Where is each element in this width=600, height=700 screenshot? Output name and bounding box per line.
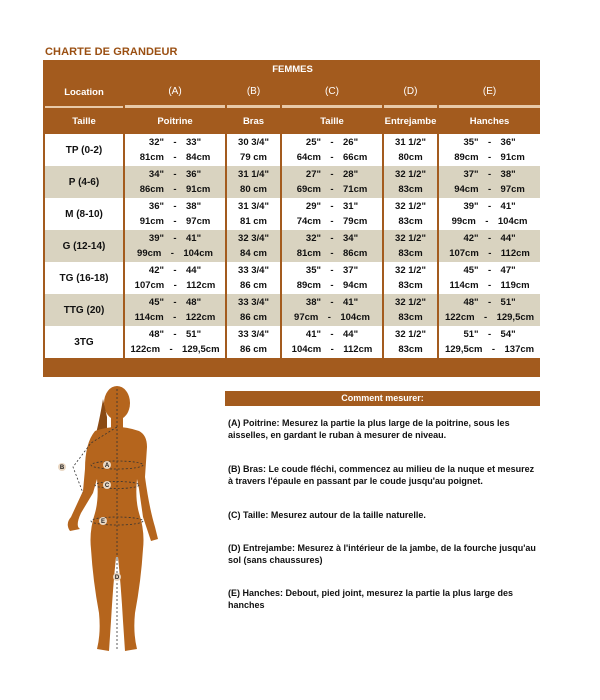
poitrine-cell — [125, 294, 225, 326]
howto-header: Comment mesurer: — [225, 391, 540, 406]
range-dash: - — [330, 280, 334, 291]
size-cell: M (8-10) — [45, 198, 123, 230]
range-dash: - — [487, 184, 492, 195]
value-high: 41" — [500, 201, 516, 212]
entrejambe-cell — [384, 294, 437, 326]
poitrine-cell — [125, 262, 225, 294]
size-label: Taille — [45, 106, 123, 134]
range-dash: - — [169, 344, 173, 355]
value-high: 54" — [500, 329, 516, 340]
value-low: 41" — [305, 329, 321, 340]
taille-cell — [282, 262, 382, 294]
value: 31 1/4" — [238, 169, 269, 180]
value-low: 99cm — [137, 248, 162, 259]
marker-c: C — [104, 483, 110, 489]
table-footer-bar — [45, 358, 540, 364]
hanches-cell — [439, 294, 540, 326]
value-high: 94cm — [343, 280, 368, 291]
value-high: 119cm — [500, 280, 530, 291]
value-low: 122cm — [444, 312, 475, 323]
bras-cell — [227, 166, 280, 198]
size-cell: 3TG — [45, 326, 123, 358]
value-high: 79cm — [343, 216, 368, 227]
value-low: 32" — [148, 137, 164, 148]
value: 32 3/4" — [238, 233, 269, 244]
value-low: 48" — [463, 297, 479, 308]
instruction-hanches: (E) Hanches: Debout, pied joint, mesurez la partie la plus large des hanches — [228, 588, 514, 610]
range-dash: - — [173, 169, 177, 180]
value-low: 45" — [148, 297, 164, 308]
range-dash: - — [488, 248, 492, 259]
bras-cell — [227, 262, 280, 294]
range-dash: - — [330, 169, 334, 180]
value-low: 97cm — [294, 312, 319, 323]
value-high: 31" — [343, 201, 359, 212]
value-high: 41" — [343, 297, 359, 308]
value-high: 71cm — [343, 184, 368, 195]
col-poitrine: Poitrine — [125, 106, 225, 134]
value: 80 cm — [240, 184, 267, 195]
bras-cell — [227, 230, 280, 262]
value-high: 51" — [500, 297, 516, 308]
value: 32 1/2" — [395, 233, 426, 244]
entrejambe-cell — [384, 134, 437, 166]
value-high: 129,5cm — [496, 312, 535, 323]
value-high: 48" — [186, 297, 202, 308]
letter-a: (A) — [125, 78, 225, 106]
size-table — [43, 60, 542, 364]
value-low: 25" — [305, 137, 321, 148]
range-dash: - — [330, 248, 334, 259]
poitrine-cell — [125, 198, 225, 230]
value-low: 37" — [463, 169, 479, 180]
value-high: 66cm — [343, 152, 368, 163]
letter-e: (E) — [439, 78, 540, 106]
table-row — [45, 230, 540, 262]
range-dash: - — [487, 152, 492, 163]
value-low: 69cm — [296, 184, 321, 195]
size-cell: TTG (20) — [45, 294, 123, 326]
value-high: 91cm — [500, 152, 525, 163]
value-low: 45" — [463, 265, 479, 276]
value-high: 36" — [186, 169, 202, 180]
range-dash: - — [173, 184, 177, 195]
table-row — [45, 166, 540, 198]
marker-d: D — [114, 575, 120, 581]
range-dash: - — [330, 184, 334, 195]
value-low: 114cm — [134, 312, 164, 323]
value-low: 81cm — [296, 248, 321, 259]
entrejambe-cell — [384, 230, 437, 262]
value-high: 137cm — [504, 344, 535, 355]
size-cell: TG (16-18) — [45, 262, 123, 294]
value: 33 3/4" — [238, 329, 269, 340]
value: 86 cm — [240, 312, 267, 323]
value-low: 35" — [463, 137, 479, 148]
poitrine-cell — [125, 166, 225, 198]
value: 31 3/4" — [238, 201, 269, 212]
table-row — [45, 326, 540, 358]
table-row — [45, 294, 540, 326]
bras-cell — [227, 326, 280, 358]
location-label: Location — [64, 86, 104, 98]
poitrine-cell — [125, 230, 225, 262]
value-high: 91cm — [186, 184, 211, 195]
value-high: 38" — [186, 201, 202, 212]
value-low: 51" — [463, 329, 479, 340]
value-high: 129,5cm — [182, 344, 220, 355]
bras-cell — [227, 134, 280, 166]
range-dash: - — [330, 344, 334, 355]
value-high: 122cm — [185, 312, 216, 323]
value-low: 99cm — [451, 216, 476, 227]
hanches-cell — [439, 326, 540, 358]
value-high: 112cm — [500, 248, 530, 259]
range-dash: - — [173, 233, 177, 244]
range-dash: - — [330, 297, 334, 308]
value-low: 34" — [148, 169, 164, 180]
range-dash: - — [173, 329, 177, 340]
value-low: 42" — [148, 265, 164, 276]
letter-b: (B) — [227, 78, 280, 106]
value: 30 3/4" — [238, 137, 269, 148]
instruction-poitrine: (A) Poitrine: Mesurez la partie la plus large de la poitrine, sous les aisselles, en gardant le ruban à mesurer de niveau. — [228, 418, 510, 440]
range-dash: - — [173, 201, 177, 212]
hanches-cell — [439, 134, 540, 166]
value-high: 112cm — [186, 280, 216, 291]
range-dash: - — [173, 280, 177, 291]
range-dash: - — [487, 137, 492, 148]
value-high: 37" — [343, 265, 359, 276]
value-low: 36" — [148, 201, 164, 212]
taille-cell — [282, 166, 382, 198]
marker-b: B — [59, 465, 65, 471]
hanches-cell — [439, 166, 540, 198]
value-low: 81cm — [139, 152, 164, 163]
entrejambe-cell — [384, 166, 437, 198]
chart-title: CHARTE DE GRANDEUR — [45, 46, 178, 58]
value-low: 32" — [305, 233, 321, 244]
range-dash: - — [330, 216, 334, 227]
value: 83cm — [398, 312, 423, 323]
value: 83cm — [398, 184, 423, 195]
entrejambe-cell — [384, 262, 437, 294]
hanches-cell — [439, 198, 540, 230]
value: 83cm — [398, 280, 423, 291]
value-high: 104cm — [497, 216, 528, 227]
col-entrejambe: Entrejambe — [384, 106, 437, 134]
instruction-bras: (B) Bras: Le coude fléchi, commencez au milieu de la nuque et mesurez à travers l'épaule en passant par le coude jusqu'au poignet. — [228, 464, 535, 486]
value: 32 1/2" — [395, 169, 426, 180]
range-dash: - — [485, 216, 489, 227]
value-high: 36" — [500, 137, 516, 148]
value-low: 91cm — [139, 216, 164, 227]
value-low: 74cm — [296, 216, 321, 227]
instruction-taille: (C) Taille: Mesurez autour de la taille naturelle. — [228, 510, 426, 520]
bras-cell — [227, 198, 280, 230]
range-dash: - — [170, 248, 174, 259]
value-high: 44" — [186, 265, 202, 276]
range-dash: - — [173, 216, 177, 227]
col-taille: Taille — [282, 106, 382, 134]
value: 81 cm — [240, 216, 267, 227]
value: 79 cm — [240, 152, 267, 163]
value-low: 104cm — [291, 344, 322, 355]
value-low: 114cm — [449, 280, 479, 291]
range-dash: - — [173, 312, 177, 323]
range-dash: - — [487, 265, 492, 276]
taille-cell — [282, 198, 382, 230]
value-low: 129,5cm — [444, 344, 483, 355]
value-low: 27" — [305, 169, 321, 180]
range-dash: - — [487, 169, 492, 180]
range-dash: - — [173, 265, 177, 276]
value-high: 86cm — [343, 248, 368, 259]
value-high: 44" — [343, 329, 359, 340]
marker-a: A — [104, 463, 110, 469]
range-dash: - — [330, 329, 334, 340]
value-high: 104cm — [340, 312, 370, 323]
value: 32 1/2" — [395, 201, 426, 212]
col-bras: Bras — [227, 106, 280, 134]
taille-cell — [282, 326, 382, 358]
range-dash: - — [487, 280, 492, 291]
value-high: 112cm — [343, 344, 373, 355]
range-dash: - — [483, 312, 488, 323]
value: 86 cm — [240, 344, 267, 355]
value-high: 28" — [343, 169, 359, 180]
value-low: 64cm — [296, 152, 321, 163]
value: 32 1/2" — [395, 329, 426, 340]
taille-cell — [282, 230, 382, 262]
value-high: 51" — [186, 329, 202, 340]
range-dash: - — [173, 297, 177, 308]
value: 31 1/2" — [395, 137, 426, 148]
size-cell: P (4-6) — [45, 166, 123, 198]
range-dash: - — [487, 201, 492, 212]
col-hanches: Hanches — [439, 106, 540, 134]
bras-cell — [227, 294, 280, 326]
value-high: 34" — [343, 233, 359, 244]
value: 83cm — [398, 344, 423, 355]
hanches-cell — [439, 230, 540, 262]
value-low: 86cm — [139, 184, 164, 195]
value-high: 41" — [186, 233, 202, 244]
value-low: 89cm — [296, 280, 321, 291]
value: 83cm — [398, 216, 423, 227]
value-high: 97cm — [500, 184, 525, 195]
table-row — [45, 134, 540, 166]
letter-d: (D) — [384, 78, 437, 106]
value-high: 104cm — [183, 248, 213, 259]
poitrine-cell — [125, 326, 225, 358]
range-dash: - — [491, 344, 496, 355]
value-high: 97cm — [186, 216, 211, 227]
group-title: FEMMES — [272, 63, 313, 75]
value-low: 89cm — [454, 152, 479, 163]
value: 83cm — [398, 248, 423, 259]
marker-e: E — [100, 519, 106, 525]
value-low: 39" — [148, 233, 164, 244]
range-dash: - — [173, 152, 177, 163]
range-dash: - — [330, 233, 334, 244]
size-cell: G (12-14) — [45, 230, 123, 262]
poitrine-cell — [125, 134, 225, 166]
value-low: 42" — [463, 233, 479, 244]
value: 32 1/2" — [395, 265, 426, 276]
taille-cell — [282, 294, 382, 326]
value-high: 44" — [500, 233, 516, 244]
range-dash: - — [327, 312, 331, 323]
value: 84 cm — [240, 248, 267, 259]
value: 32 1/2" — [395, 297, 426, 308]
range-dash: - — [487, 297, 492, 308]
value-low: 107cm — [134, 280, 165, 291]
value-low: 107cm — [449, 248, 479, 259]
value-low: 39" — [463, 201, 479, 212]
value: 80cm — [398, 152, 423, 163]
size-chart-table — [43, 60, 540, 377]
letter-c: (C) — [282, 78, 382, 106]
range-dash: - — [330, 201, 334, 212]
size-cell: TP (0-2) — [45, 134, 123, 166]
value-low: 48" — [148, 329, 164, 340]
value-high: 47" — [500, 265, 516, 276]
value-low: 122cm — [130, 344, 161, 355]
entrejambe-cell — [384, 198, 437, 230]
value-low: 94cm — [454, 184, 479, 195]
range-dash: - — [173, 137, 177, 148]
value-high: 26" — [343, 137, 359, 148]
value-low: 29" — [305, 201, 321, 212]
value: 33 3/4" — [238, 297, 269, 308]
range-dash: - — [330, 152, 334, 163]
table-row — [45, 198, 540, 230]
hanches-cell — [439, 262, 540, 294]
range-dash: - — [487, 329, 492, 340]
range-dash: - — [330, 265, 334, 276]
range-dash: - — [487, 233, 492, 244]
value-high: 84cm — [186, 152, 211, 163]
entrejambe-cell — [384, 326, 437, 358]
value-high: 38" — [500, 169, 516, 180]
instruction-entrejambe: (D) Entrejambe: Mesurez à l'intérieur de la jambe, de la fourche jusqu'au sol (sans chaussures) — [228, 543, 536, 565]
body-silhouette-icon — [55, 381, 175, 656]
value: 33 3/4" — [238, 265, 269, 276]
value: 86 cm — [240, 280, 267, 291]
value-low: 35" — [305, 265, 321, 276]
table-row — [45, 262, 540, 294]
value-low: 38" — [305, 297, 321, 308]
value-high: 33" — [186, 137, 202, 148]
range-dash: - — [330, 137, 334, 148]
taille-cell — [282, 134, 382, 166]
